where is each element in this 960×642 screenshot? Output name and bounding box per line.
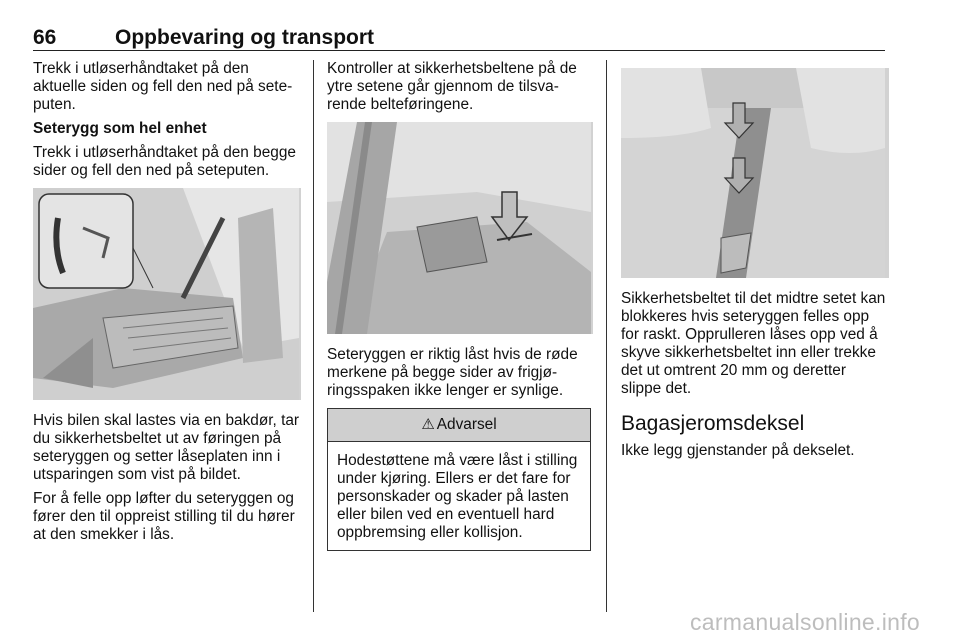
watermark: carmanualsonline.info — [689, 609, 920, 635]
column-divider — [606, 60, 607, 612]
column-3 — [621, 60, 889, 466]
belt-guide-illustration — [327, 122, 593, 334]
warning-triangle-icon: ⚠ — [421, 416, 435, 433]
paragraph: Trekk i utløserhåndtaket på den begge sider og fell den ned på seteputen. — [33, 144, 296, 179]
page-header — [33, 20, 885, 52]
paragraph: Trekk i utløserhåndtaket på den aktuelle siden og fell den ned på seteputen. — [33, 60, 293, 113]
paragraph: Kontroller at sikkerhetsbeltene på de ytre setene går gjennom de tilsvarende belteføringene. — [327, 60, 577, 113]
column-divider — [313, 60, 314, 612]
paragraph: For å felle opp løfter du seteryggen og fører den til oppreist stilling til du hører at den smekker i lås. — [33, 490, 295, 543]
warning-title: Advarsel — [436, 416, 497, 433]
paragraph: Sikkerhetsbeltet til det midtre setet kan blokkeres hvis seteryggen felles opp for raskt. Opprulleren låses opp ved å skyve sikkerhetsbeltet inn eller trekke det ut omtrent 20 mm og deretter slippe det. — [621, 290, 886, 397]
headrest-belt-illustration — [621, 68, 889, 278]
paragraph: Seteryggen er riktig låst hvis de røde merkene på begge sider av frigjøringsspaken ikke lenger er synlige. — [327, 346, 578, 399]
paragraph: Hvis bilen skal lastes via en bakdør, tar du sikkerhetsbeltet ut av føringen på seteryggen og setter låseplaten inn i utsparingen som vist på bildet. — [33, 412, 300, 483]
subheading: Seterygg som hel enhet — [33, 120, 207, 137]
column-1 — [33, 60, 301, 550]
section-title: Bagasjeromsdeksel — [621, 412, 805, 435]
warning-header — [328, 409, 590, 442]
page-number: 66 — [33, 26, 57, 49]
header-rule — [33, 50, 885, 51]
paragraph: Ikke legg gjenstander på dekselet. — [621, 442, 855, 459]
column-2 — [327, 60, 593, 551]
warning-box — [327, 408, 591, 551]
seat-fold-illustration — [33, 188, 301, 400]
warning-text: Hodestøttene må være låst i stilling under kjøring. Ellers er det fare for personskader og skader på lasten eller bilen ved en eventuell hard oppbremsing eller kollisjon. — [337, 452, 578, 541]
chapter-title: Oppbevaring og transport — [115, 26, 375, 49]
